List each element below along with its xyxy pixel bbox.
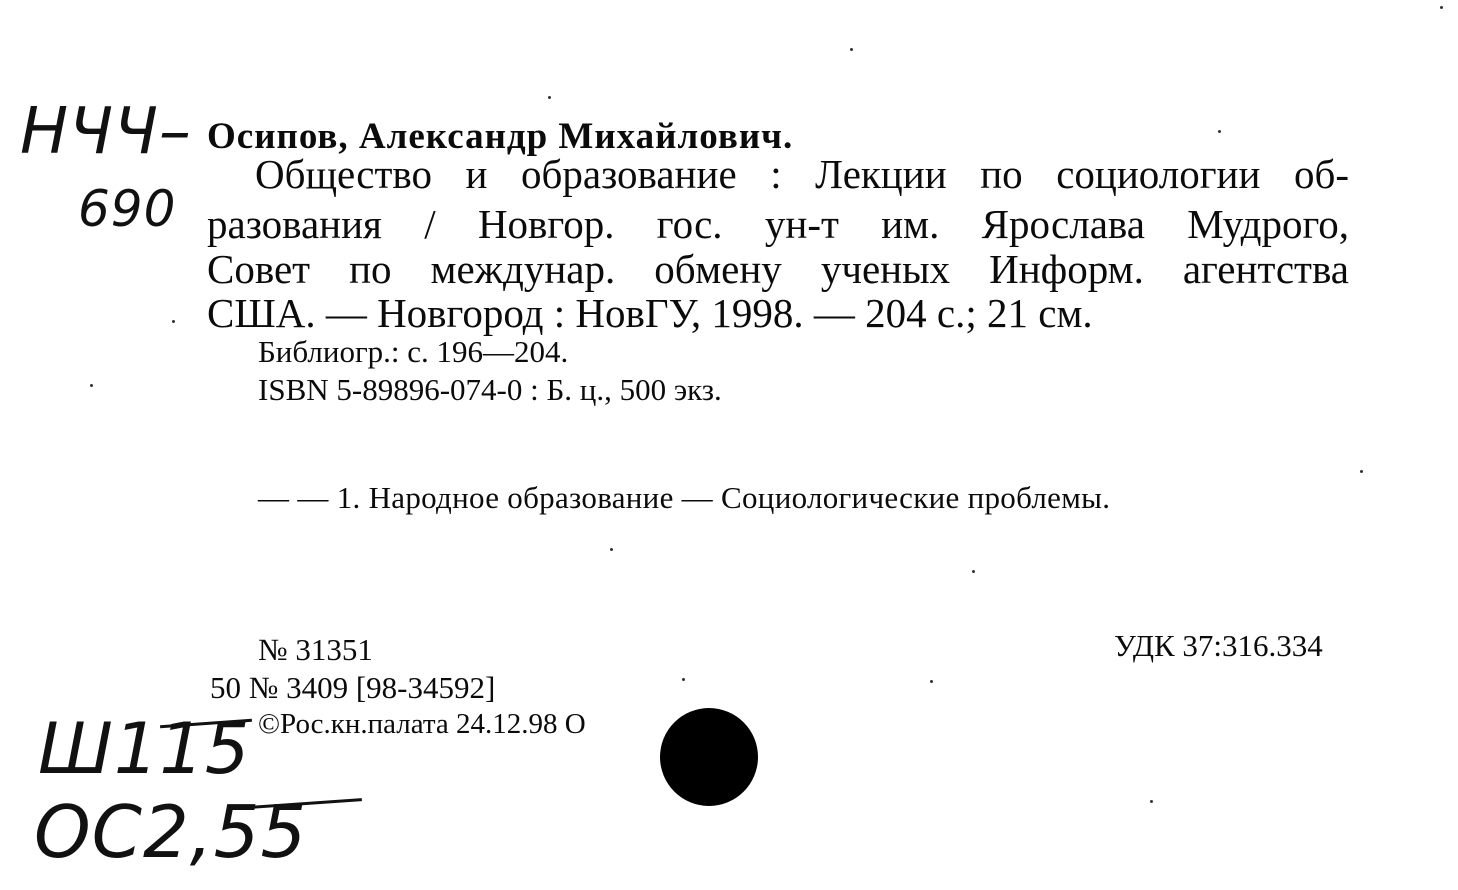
scan-speck bbox=[1150, 800, 1153, 803]
scan-speck bbox=[972, 570, 975, 573]
scan-speck bbox=[930, 680, 933, 683]
book-chamber-line: ©Рос.кн.палата 24.12.98 О bbox=[258, 708, 586, 740]
scan-speck bbox=[548, 96, 551, 99]
description-line-3: Совет по междунар. обмену ученых Информ. агентства bbox=[207, 246, 1349, 292]
scan-speck bbox=[1440, 6, 1443, 9]
scan-speck bbox=[1360, 470, 1363, 473]
isbn-line: ISBN 5-89896-074-0 : Б. ц., 500 экз. bbox=[258, 372, 722, 407]
scan-speck bbox=[1218, 130, 1221, 133]
description-line-2: разования / Новгор. гос. ун-т им. Ярослава Мудрого, bbox=[207, 201, 1349, 247]
bibliography-note: Библиогр.: с. 196—204. bbox=[258, 334, 569, 369]
handwritten-shelf-number-bottom: ОС2,55 bbox=[34, 790, 308, 874]
scan-speck bbox=[682, 678, 685, 681]
udc-code: УДК 37:316.334 bbox=[1114, 628, 1323, 663]
description-line-1: Общество и образование : Лекции по социологии об- bbox=[255, 151, 1349, 197]
scan-speck bbox=[90, 384, 93, 387]
scan-speck bbox=[610, 548, 613, 551]
handwritten-shelf-mark-bottom: Ш115 bbox=[38, 708, 251, 790]
author-heading: Осипов, Александр Михайлович. bbox=[207, 116, 794, 157]
handwritten-shelf-number-top: 690 bbox=[78, 180, 177, 238]
punch-hole-dot bbox=[660, 708, 758, 806]
record-number: № 31351 bbox=[258, 632, 373, 667]
handwritten-shelf-mark-top: НЧЧ– bbox=[20, 95, 192, 169]
description-line-4: США. — Новгород : НовГУ, 1998. — 204 с.; 21 см. bbox=[207, 290, 1093, 336]
registration-line: 50 № 3409 [98-34592] bbox=[210, 670, 496, 705]
scan-speck bbox=[850, 48, 853, 51]
subject-heading: — — 1. Народное образование — Социологические проблемы. bbox=[258, 480, 1111, 515]
scan-speck bbox=[172, 320, 175, 323]
